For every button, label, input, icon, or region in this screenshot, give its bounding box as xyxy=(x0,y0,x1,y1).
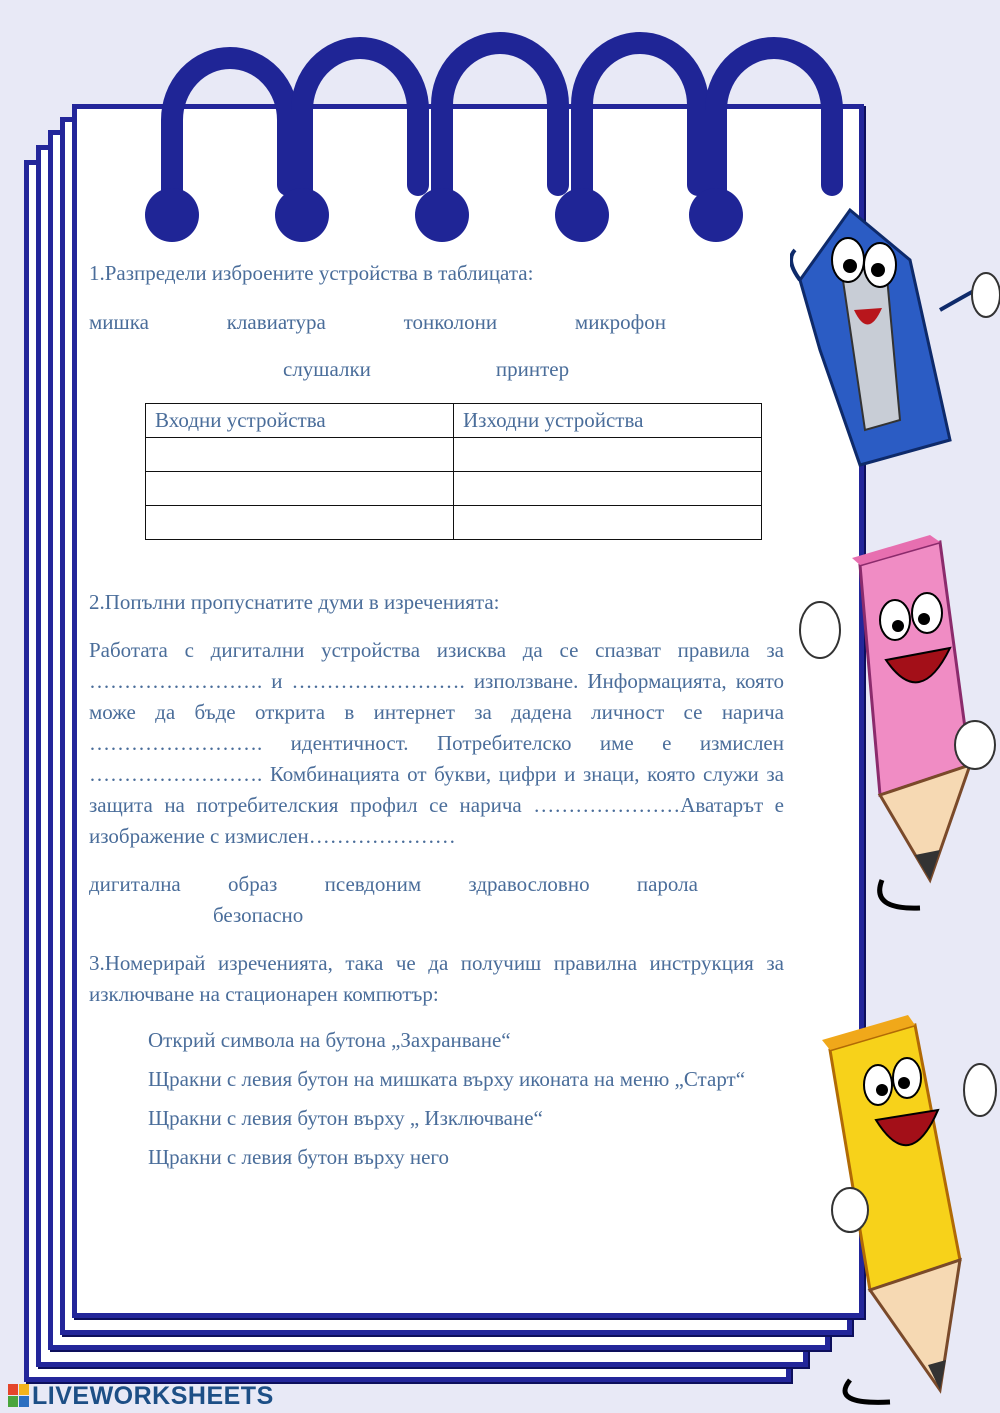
output-devices-cell[interactable] xyxy=(454,438,762,472)
logo-text: LIVEWORKSHEETS xyxy=(32,1381,274,1410)
word-bank-item: парола xyxy=(636,872,698,896)
word-bank-item: здравословно xyxy=(468,872,590,896)
liveworksheets-logo-icon xyxy=(8,1384,30,1408)
task2-heading: 2.Попълни пропуснатите думи в изреченията: xyxy=(89,590,500,614)
worksheet-content xyxy=(89,255,784,1183)
word-bank-item: псевдоним xyxy=(324,872,422,896)
input-devices-cell[interactable] xyxy=(146,472,454,506)
input-devices-header: Входни устройства xyxy=(146,404,454,438)
task3-heading: 3.Номерирай изреченията, така че да получиш правилна инструкция за изключване на стационарен компютър: xyxy=(89,951,784,1006)
yellow-pencil-character xyxy=(822,1015,996,1402)
task2-word-bank-row1 xyxy=(89,869,784,900)
sharpener-character xyxy=(791,210,1000,465)
instruction-item: Открий символа на бутона „Захранване“ xyxy=(148,1028,511,1052)
input-devices-cell[interactable] xyxy=(146,438,454,472)
table-row xyxy=(146,438,762,472)
table-header-row xyxy=(146,404,762,438)
instruction-item: Щракни с левия бутон върху него xyxy=(148,1145,449,1169)
spiral-ring-4 xyxy=(582,43,698,215)
cartoon-characters xyxy=(790,190,1000,1413)
spiral-ring-2 xyxy=(302,48,418,215)
spiral-ring-1 xyxy=(172,58,288,215)
spiral-ring-3 xyxy=(442,43,558,215)
output-devices-cell[interactable] xyxy=(454,472,762,506)
pink-pencil-character xyxy=(800,535,995,908)
task1-word-bank-row1 xyxy=(89,307,784,338)
task1-heading: 1.Разпредели изброените устройства в таблицата: xyxy=(89,261,534,285)
word-bank-item: безопасно xyxy=(213,903,304,927)
task1-word-bank-row2 xyxy=(89,354,784,385)
task3-instruction-list xyxy=(89,1027,784,1171)
word-bank-item: дигитална xyxy=(89,872,181,896)
input-devices-cell[interactable] xyxy=(146,506,454,540)
instruction-item: Щракни с левия бутон върху „ Изключване“ xyxy=(148,1106,543,1130)
task2-word-bank-row2 xyxy=(89,900,784,931)
word-bank-item: тонколони xyxy=(403,310,498,334)
output-devices-cell[interactable] xyxy=(454,506,762,540)
liveworksheets-logo xyxy=(8,1382,274,1410)
instruction-item: Щракни с левия бутон на мишката върху иконата на меню „Старт“ xyxy=(148,1067,746,1091)
word-bank-item: слушалки xyxy=(283,357,371,381)
output-devices-header: Изходни устройства xyxy=(454,404,762,438)
table-row xyxy=(146,506,762,540)
word-bank-item: клавиатура xyxy=(226,310,326,334)
word-bank-item: принтер xyxy=(495,357,570,381)
table-row xyxy=(146,472,762,506)
word-bank-item: микрофон xyxy=(574,310,666,334)
word-bank-item: образ xyxy=(228,872,278,896)
task2-paragraph: Работата с дигитални устройства изисква да се спазват правила за ……………………. и ……………………. използване. Информацията, която може да бъде открита в интернет за дадена личност се нарича ……………………. идентичност. Потребителско име е измислен ……………………. Комбинацията от букви, цифри и знаци, която служи за защита на потребителския профил се нарича …………………Аватарът е изображение с измислен………………… xyxy=(89,638,784,848)
devices-table xyxy=(145,403,762,540)
word-bank-item: мишка xyxy=(89,310,149,334)
